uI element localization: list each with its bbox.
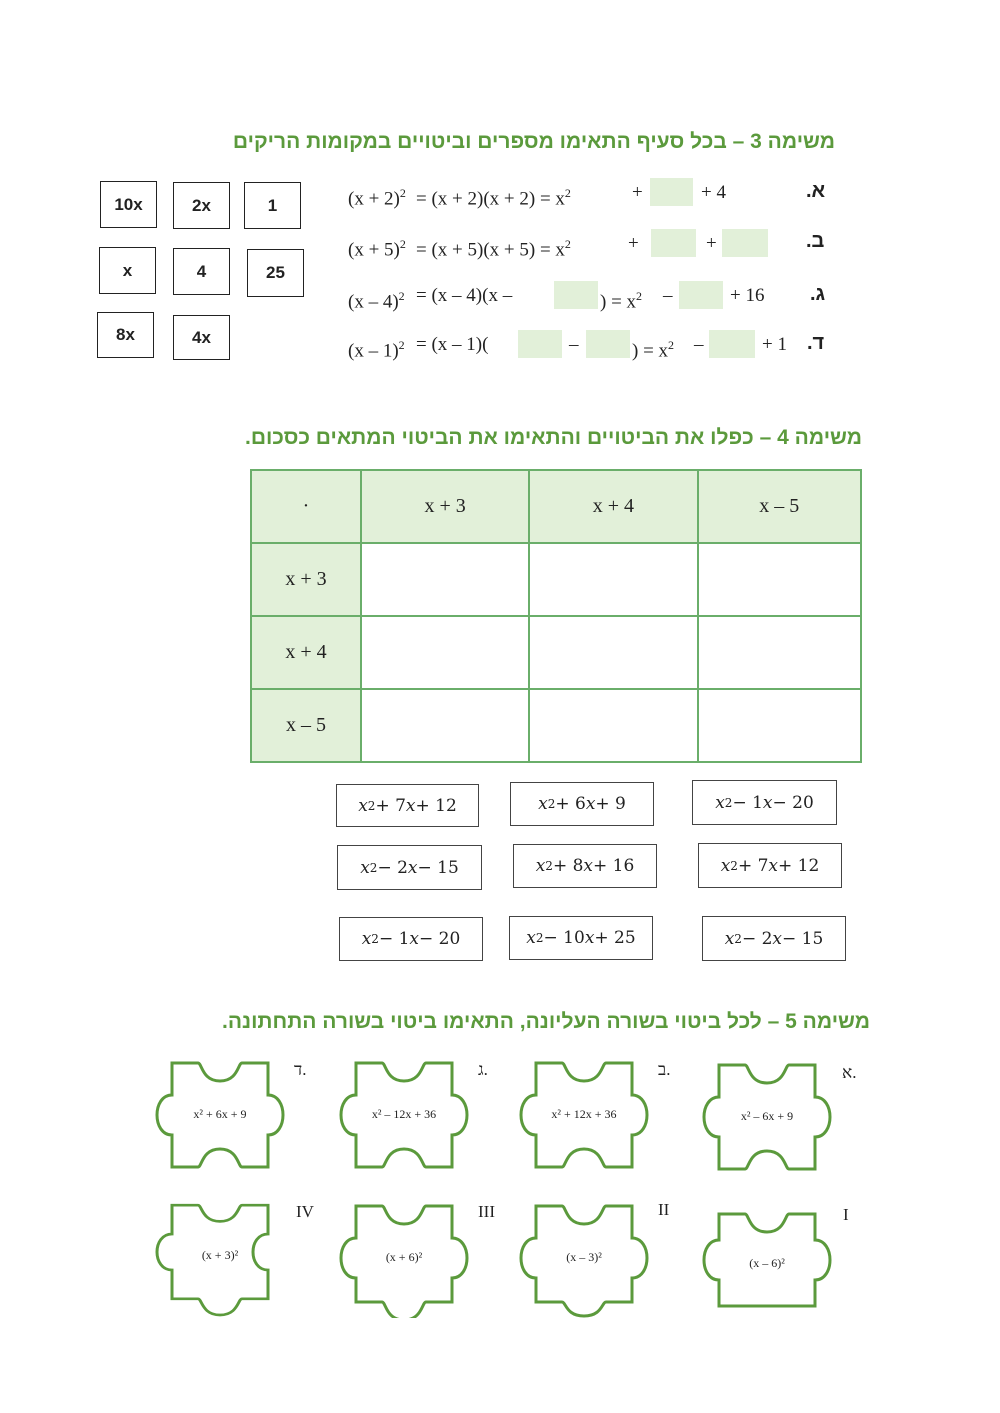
answer-cell[interactable] bbox=[698, 543, 862, 616]
answer-cell[interactable] bbox=[361, 689, 529, 762]
blank-slot[interactable] bbox=[554, 281, 598, 309]
blank-slot[interactable] bbox=[679, 281, 723, 309]
eq-mid: = (x – 4)(x – bbox=[416, 285, 513, 306]
eq-plus: + bbox=[628, 233, 639, 254]
eq-mid: = (x – 1)( bbox=[416, 334, 489, 355]
puzzle-piece-top[interactable] bbox=[697, 1057, 837, 1177]
label-b: ב. bbox=[806, 230, 825, 252]
tile-4x[interactable]: 4x bbox=[173, 315, 230, 360]
tile-25[interactable]: 25 bbox=[247, 249, 304, 297]
piece-expr: x² + 12x + 36 bbox=[551, 1107, 617, 1121]
eq-left: (x – 4)$^2$ bbox=[348, 289, 405, 313]
answer-cell[interactable] bbox=[361, 616, 529, 689]
blank-slot[interactable] bbox=[518, 330, 562, 358]
eq-left: $(x + 2)^2$ bbox=[348, 186, 406, 210]
piece-label: ד. bbox=[294, 1060, 307, 1079]
blank-slot[interactable] bbox=[722, 229, 768, 257]
col-header: x + 4 bbox=[529, 470, 697, 543]
puzzle-piece-bottom[interactable] bbox=[514, 1198, 654, 1318]
piece-label: III bbox=[478, 1202, 495, 1221]
eq-minus: – bbox=[694, 334, 704, 355]
blank-slot[interactable] bbox=[650, 178, 693, 206]
eq-left: (x – 1)$^2$ bbox=[348, 338, 405, 362]
piece-expr: (x + 6)² bbox=[385, 1250, 423, 1264]
answer-tile[interactable]: x 2 + 7 x + 12 bbox=[698, 843, 842, 888]
puzzle-piece-top[interactable] bbox=[150, 1055, 290, 1175]
eq-left: $(x + 5)^2$ bbox=[348, 237, 406, 261]
label-d: ד. bbox=[807, 332, 825, 354]
task3-title: משימה 3 – בכל סעיף התאימו מספרים וביטויים במקומות הריקים bbox=[232, 130, 835, 153]
tile-10x[interactable]: 10x bbox=[100, 181, 157, 228]
task5-title: משימה 5 – לכל ביטוי בשורה העליונה, התאימו ביטוי בשורה התחתונה. bbox=[222, 1010, 870, 1033]
equation-row-b bbox=[348, 229, 828, 259]
eq-close: ) = $x^2$ bbox=[632, 338, 675, 362]
answer-cell[interactable] bbox=[698, 616, 862, 689]
eq-plus: + bbox=[706, 233, 717, 254]
blank-slot[interactable] bbox=[651, 229, 696, 257]
answer-cell[interactable] bbox=[529, 689, 697, 762]
multiplication-table bbox=[250, 469, 862, 763]
answer-tile[interactable]: x 2 + 6 x + 9 bbox=[510, 782, 654, 826]
tile-4[interactable]: 4 bbox=[173, 248, 230, 295]
piece-label: ב. bbox=[658, 1060, 671, 1079]
eq-tail: + 16 bbox=[730, 285, 765, 306]
answer-tile[interactable]: x 2 + 7 x + 12 bbox=[336, 784, 479, 827]
piece-expr: x² – 6x + 9 bbox=[740, 1109, 794, 1123]
piece-expr: x² + 6x + 9 bbox=[193, 1107, 247, 1121]
eq-mid: = $(x + 2)(x + 2) = x^2$ bbox=[416, 186, 571, 210]
eq-tail: + 4 bbox=[701, 182, 726, 203]
tile-2x[interactable]: 2x bbox=[173, 182, 230, 229]
answer-tile[interactable]: x 2 − 2 x − 15 bbox=[702, 916, 846, 961]
eq-minus: – bbox=[569, 334, 579, 355]
equation-row-c bbox=[348, 281, 828, 311]
task4-title: משימה 4 – כפלו את הביטויים והתאימו את הביטוי המתאים כסכום. bbox=[244, 426, 862, 449]
label-a: א. bbox=[806, 180, 826, 202]
puzzle-piece-top[interactable] bbox=[514, 1055, 654, 1175]
puzzle-piece-top[interactable] bbox=[334, 1055, 474, 1175]
answer-tile[interactable]: x 2 − 1 x − 20 bbox=[339, 917, 483, 961]
eq-close: ) = $x^2$ bbox=[600, 289, 643, 313]
answer-tile[interactable]: x 2 + 8 x + 16 bbox=[513, 844, 657, 888]
piece-label: IV bbox=[296, 1202, 314, 1221]
col-header: x – 5 bbox=[698, 470, 862, 543]
blank-slot[interactable] bbox=[586, 330, 630, 358]
equation-row-d bbox=[348, 330, 828, 360]
answer-tile[interactable]: x 2 − 2 x − 15 bbox=[337, 845, 482, 890]
puzzle-piece-bottom[interactable] bbox=[334, 1198, 474, 1318]
tile-x[interactable]: x bbox=[99, 247, 156, 294]
answer-cell[interactable] bbox=[361, 543, 529, 616]
col-header: x + 3 bbox=[361, 470, 529, 543]
piece-label: א. bbox=[842, 1063, 857, 1082]
piece-expr: (x – 6)² bbox=[749, 1256, 785, 1270]
equation-row-a bbox=[348, 178, 828, 208]
answer-tile[interactable]: x 2 − 1 x − 20 bbox=[692, 780, 837, 825]
answer-tile[interactable]: x 2 − 10 x + 25 bbox=[509, 916, 653, 960]
piece-label: ג. bbox=[478, 1060, 488, 1079]
row-header: x – 5 bbox=[251, 689, 361, 762]
corner-cell: · bbox=[251, 470, 361, 543]
answer-cell[interactable] bbox=[529, 616, 697, 689]
piece-expr: (x + 3)² bbox=[201, 1248, 239, 1262]
eq-tail: + 1 bbox=[762, 334, 787, 355]
eq-plus: + bbox=[632, 182, 643, 203]
blank-slot[interactable] bbox=[709, 330, 755, 358]
puzzle-piece-bottom[interactable] bbox=[150, 1198, 290, 1318]
puzzle-piece-bottom[interactable] bbox=[697, 1200, 837, 1320]
row-header: x + 4 bbox=[251, 616, 361, 689]
piece-label: I bbox=[843, 1205, 849, 1224]
label-c: ג. bbox=[810, 283, 826, 305]
piece-label: II bbox=[658, 1200, 670, 1219]
tile-8x[interactable]: 8x bbox=[97, 312, 154, 358]
answer-cell[interactable] bbox=[698, 689, 862, 762]
eq-mid: = $(x + 5)(x + 5) = x^2$ bbox=[416, 237, 571, 261]
eq-minus: – bbox=[663, 285, 673, 306]
answer-cell[interactable] bbox=[529, 543, 697, 616]
row-header: x + 3 bbox=[251, 543, 361, 616]
tile-1[interactable]: 1 bbox=[244, 182, 301, 229]
piece-expr: (x – 3)² bbox=[566, 1250, 602, 1264]
piece-expr: x² – 12x + 36 bbox=[371, 1107, 437, 1121]
